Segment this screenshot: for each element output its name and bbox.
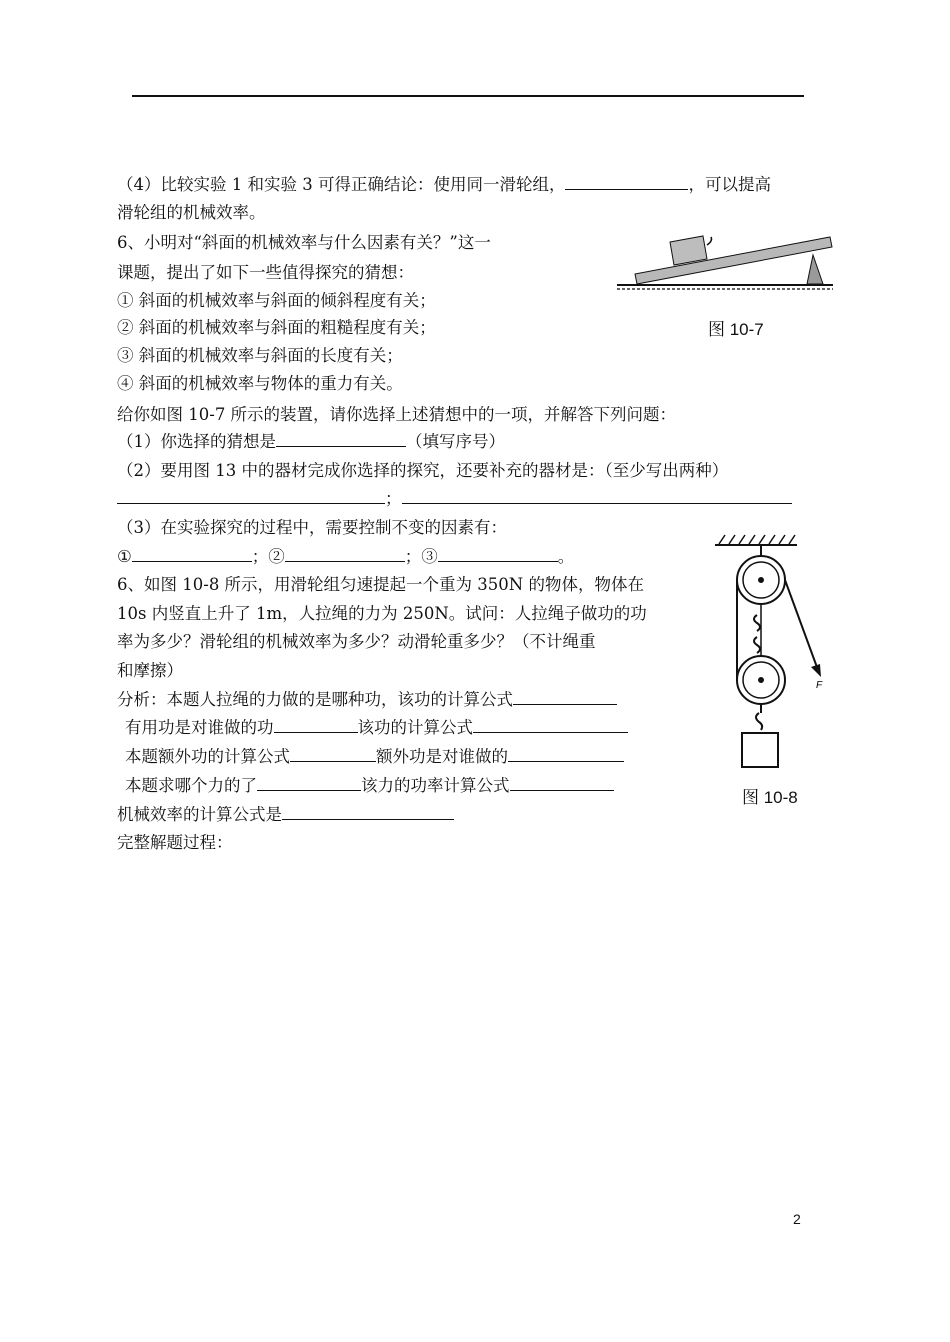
answer-line: ； — [117, 489, 792, 509]
text-line: 10s 内竖直上升了 1m，人拉绳的力为 250N。试问：人拉绳子做功的功 — [117, 604, 647, 623]
hook-upper — [754, 615, 760, 631]
pulley-figure — [705, 525, 825, 775]
answer-blank — [282, 805, 454, 820]
hook-lower — [754, 637, 760, 653]
answer-blank — [257, 776, 361, 791]
answer-blank — [510, 776, 614, 791]
figure-caption-10-7: 图 10-7 — [708, 320, 764, 339]
incline-plank — [635, 237, 832, 284]
answer-blank — [274, 718, 358, 733]
weight-block — [742, 733, 778, 767]
text-line: 给你如图 10-7 所示的装置，请你选择上述猜想中的一项，并解答下列问题： — [117, 405, 677, 424]
answer-blank — [402, 489, 792, 504]
text-line: 完整解题过程： — [117, 833, 233, 852]
answer-blank — [438, 547, 558, 562]
answer-blank — [508, 747, 624, 762]
answer-blank — [276, 432, 406, 447]
question-6b-title: 6、如图 10-8 所示，用滑轮组匀速提起一个重为 350N 的物体，物体在 — [117, 575, 644, 594]
block-hook — [707, 237, 712, 245]
text-line: 滑轮组的机械效率。 — [117, 203, 266, 222]
answer-blank — [132, 547, 252, 562]
text-line: 率为多少？滑轮组的机械效率为多少？动滑轮重多少？（不计绳重 — [117, 632, 596, 651]
rope-pull — [785, 580, 818, 670]
answer-blank — [290, 747, 376, 762]
incline-figure — [615, 225, 835, 300]
weight-hook — [756, 713, 762, 730]
text-line: 机械效率的计算公式是 — [117, 805, 454, 825]
text-line: （3）在实验探究的过程中，需要控制不变的因素有： — [117, 518, 507, 537]
text-line: 分析：本题人拉绳的力做的是哪种功，该功的计算公式 — [117, 690, 617, 710]
text-line: 和摩擦） — [117, 661, 183, 680]
hypothesis-4: ④ 斜面的机械效率与物体的重力有关。 — [117, 374, 403, 393]
header-rule — [132, 95, 804, 97]
figure-caption-10-8: 图 10-8 — [742, 788, 798, 807]
ceiling-hatch — [719, 535, 795, 544]
text-line: （1）你选择的猜想是 （填写序号） — [117, 432, 505, 451]
page-number: 2 — [793, 1211, 801, 1227]
answer-blank — [513, 690, 617, 705]
text-line: （4）比较实验 1 和实验 3 可得正确结论：使用同一滑轮组， ，可以提高 — [117, 175, 771, 194]
hypothesis-3: ③ 斜面的机械效率与斜面的长度有关； — [117, 346, 403, 365]
text-line: 课题，提出了如下一些值得探究的猜想： — [117, 263, 414, 282]
force-label: F — [816, 680, 823, 691]
block — [670, 236, 707, 265]
hypothesis-1: ① 斜面的机械效率与斜面的倾斜程度有关； — [117, 291, 436, 310]
question-6-title: 6、小明对“斜面的机械效率与什么因素有关？”这一 — [117, 233, 491, 252]
answer-blank — [473, 718, 628, 733]
text-line: （2）要用图 13 中的器材完成你选择的探究，还要补充的器材是：（至少写出两种） — [117, 461, 729, 480]
text-line: 本题求哪个力的了 该力的功率计算公式 — [125, 776, 614, 796]
text-line: 本题额外功的计算公式 额外功是对谁做的 — [125, 747, 624, 767]
answer-blank — [565, 175, 688, 190]
answer-blank — [117, 489, 385, 504]
text-line: 有用功是对谁做的功 该功的计算公式 — [125, 718, 628, 738]
answer-blank — [285, 547, 405, 562]
text-line: ① ；② ；③ 。 — [117, 547, 575, 566]
incline-support — [807, 255, 823, 284]
hypothesis-2: ② 斜面的机械效率与斜面的粗糙程度有关； — [117, 318, 436, 337]
force-arrow — [811, 664, 821, 677]
